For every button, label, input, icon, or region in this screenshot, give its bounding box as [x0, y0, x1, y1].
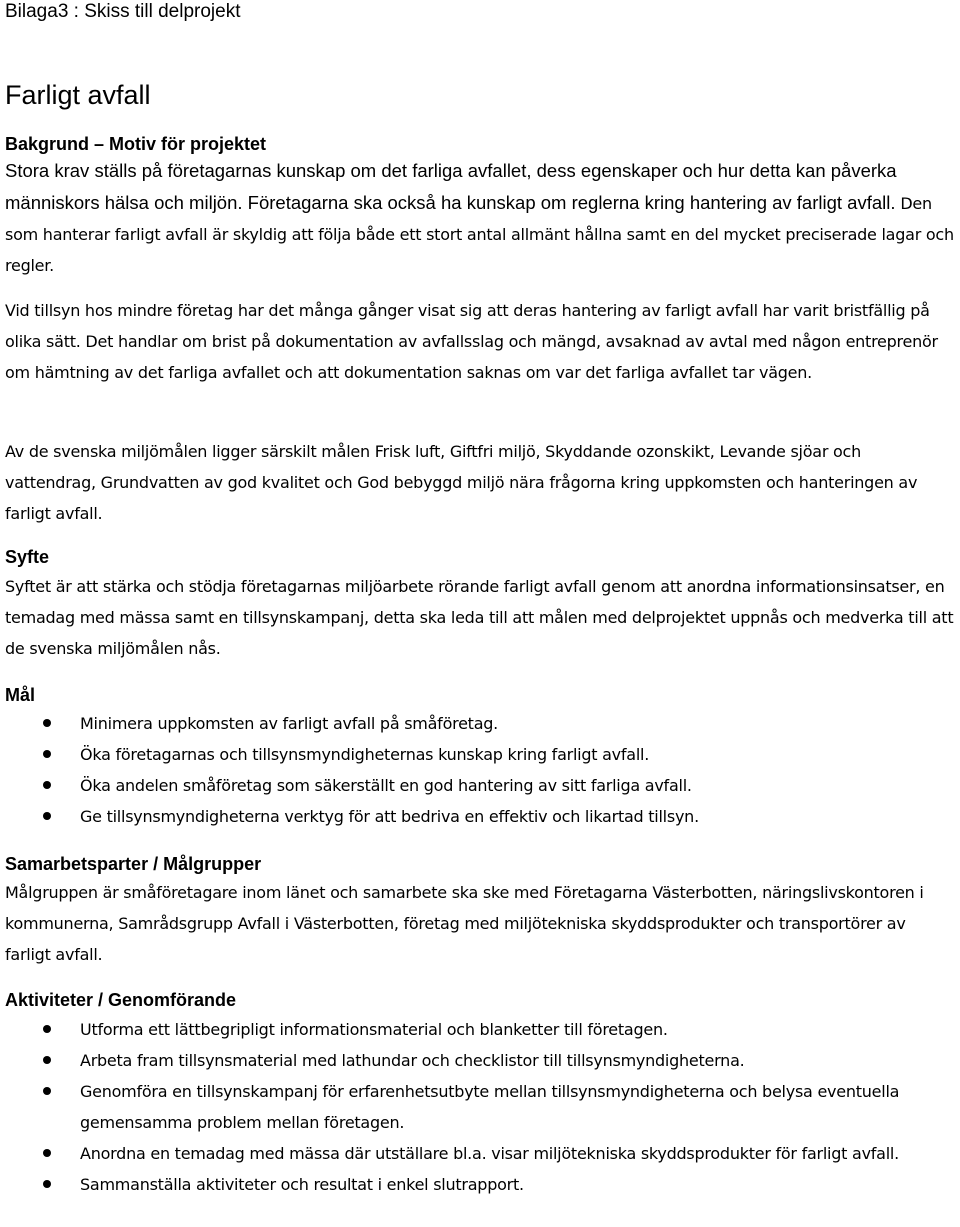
bullet-icon [43, 1056, 51, 1064]
background-paragraph-3: Av de svenska miljömålen ligger särskilt målen Frisk luft, Giftfri miljö, Skyddande ozonskikt, Levande sjöar och vattendrag, Grundvatten av god kvalitet och God bebyggd miljö nära frågorna kring uppkomsten och hanteringen av farligt avfall. [5, 442, 918, 523]
bullet-icon [43, 812, 51, 820]
bullet-icon [43, 1087, 51, 1095]
activities-list-item: Arbeta fram tillsynsmaterial med lathundar och checklistor till tillsynsmyndigheterna. [5, 1045, 955, 1076]
bullet-icon [43, 781, 51, 789]
bullet-icon [43, 1180, 51, 1188]
activities-heading: Aktiviteter / Genomförande [5, 990, 237, 1010]
activities-list-item: Sammanställa aktiviteter och resultat i enkel slutrapport. [5, 1169, 955, 1200]
document-header: Bilaga3 : Skiss till delprojekt [5, 1, 241, 22]
goals-heading: Mål [5, 685, 36, 705]
document-title: Farligt avfall [5, 80, 151, 110]
bullet-icon [43, 1149, 51, 1157]
goals-list-item: Öka andelen småföretag som säkerställt en god hantering av sitt farliga avfall. [5, 770, 955, 801]
activities-list-item: Genomföra en tillsynskampanj för erfarenhetsutbyte mellan tillsynsmyndigheterna och belysa eventuella gemensamma problem mellan företagen. [5, 1076, 955, 1138]
activities-list [5, 1014, 955, 1200]
background-heading: Bakgrund – Motiv för projektet [5, 134, 267, 154]
partners-paragraph: Målgruppen är småföretagare inom länet och samarbete ska ske med Företagarna Västerbotten, näringslivskontoren i kommunerna, Samrådsgrupp Avfall i Västerbotten, företag med miljötekniska skyddsprodukter och transportörer av farligt avfall. [5, 883, 924, 964]
bullet-icon [43, 719, 51, 727]
background-paragraph-1-rest: Den som hanterar farligt avfall är skyldig att följa både ett stort antal allmänt hållna samt en del mycket preciserade lagar och regler. [5, 194, 954, 275]
activities-list-item: Utforma ett lättbegripligt informationsmaterial och blanketter till företagen. [5, 1014, 955, 1045]
purpose-paragraph: Syftet är att stärka och stödja företagarnas miljöarbete rörande farligt avfall genom att anordna informationsinsatser, en temadag med mässa samt en tillsynskampanj, detta ska leda till att målen med delprojektet uppnås och medverka till att de svenska miljömålen nås. [5, 577, 954, 658]
bullet-icon [43, 1025, 51, 1033]
goals-list-item: Öka företagarnas och tillsynsmyndigheternas kunskap kring farligt avfall. [5, 739, 955, 770]
goals-list [5, 708, 955, 832]
goals-list-item: Ge tillsynsmyndigheterna verktyg för att bedriva en effektiv och likartad tillsyn. [5, 801, 955, 832]
goals-list-item: Minimera uppkomsten av farligt avfall på småföretag. [5, 708, 955, 739]
activities-list-item: Anordna en temadag med mässa där utställare bl.a. visar miljötekniska skyddsprodukter för farligt avfall. [5, 1138, 955, 1169]
background-paragraph-1-intro: Stora krav ställs på företagarnas kunskap om det farliga avfallet, dess egenskaper och hur detta kan påverka människors hälsa och miljön. Företagarna ska också ha kunskap om reglerna kring hantering av farligt avfall. [5, 160, 897, 213]
background-paragraph-2: Vid tillsyn hos mindre företag har det många gånger visat sig att deras hantering av farligt avfall har varit bristfällig på olika sätt. Det handlar om brist på dokumentation av avfallsslag och mängd, avsaknad av avtal med någon entreprenör om hämtning av det farliga avfallet och att dokumentation saknas om var det farliga avfallet tar vägen. [5, 301, 938, 382]
partners-heading: Samarbetsparter / Målgrupper [5, 854, 262, 874]
background-paragraph-1 [5, 155, 955, 281]
bullet-icon [43, 750, 51, 758]
purpose-heading: Syfte [5, 547, 50, 567]
